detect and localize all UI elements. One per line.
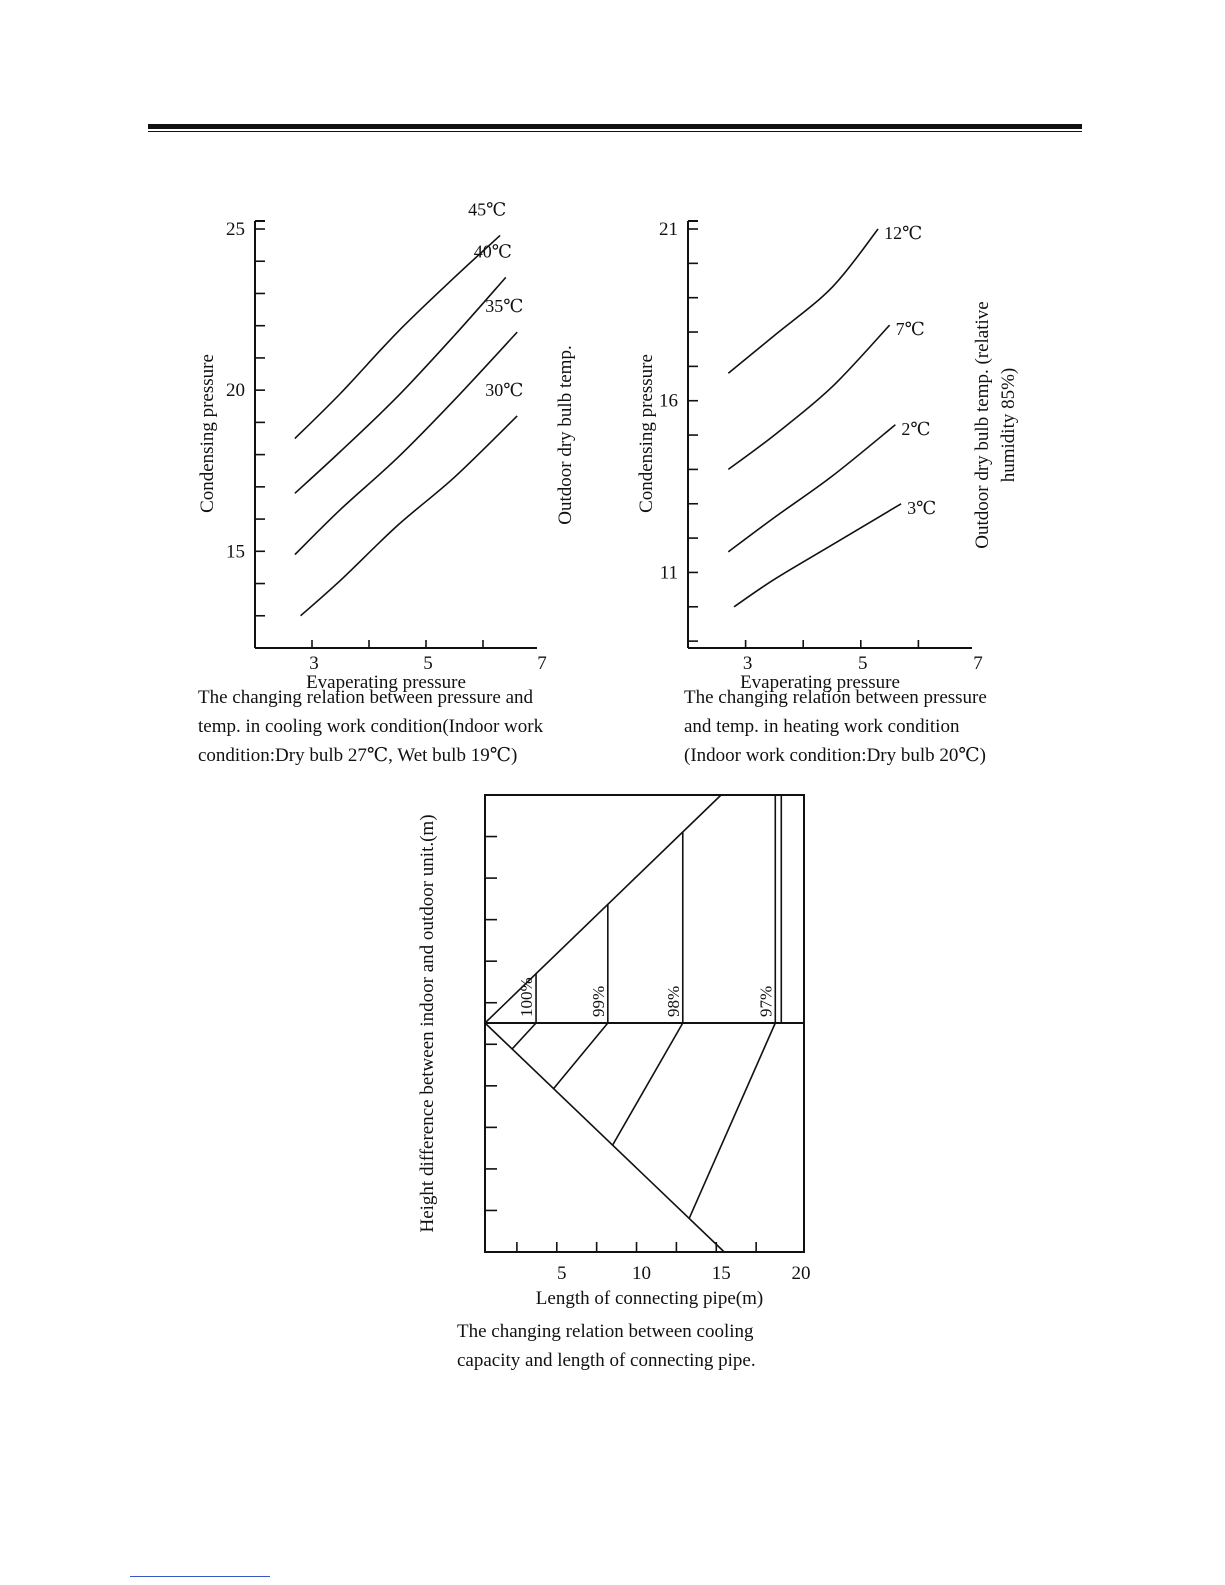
lower-envelope	[485, 1023, 724, 1252]
chart2-caption-line: (Indoor work condition:Dry bulb 20℃)	[684, 745, 986, 766]
chart3-ticks	[485, 837, 811, 1284]
series-label: 30℃	[485, 379, 524, 400]
chart2-caption	[684, 683, 1024, 770]
chart3-labels	[417, 814, 775, 1309]
series-label: 3℃	[907, 497, 937, 518]
chart1-caption-line: The changing relation between pressure and	[198, 687, 534, 708]
legend-title: Outdoor dry bulb temp.	[555, 345, 576, 525]
capacity-boundary-lower	[554, 1023, 608, 1089]
chart3-caption	[457, 1317, 807, 1375]
y-tick-label: 11	[659, 562, 678, 584]
x-tick-label: 7	[537, 653, 547, 674]
x-axis-label: Length of connecting pipe(m)	[535, 1288, 764, 1309]
capacity-label: 100%	[517, 977, 537, 1017]
series-label: 35℃	[485, 296, 524, 317]
chart3-caption-line: capacity and length of connecting pipe.	[457, 1350, 756, 1371]
chart2-caption-line: The changing relation between pressure	[684, 687, 987, 708]
x-tick-label: 5	[858, 653, 868, 674]
y-tick-label: 16	[659, 390, 678, 412]
y-tick-label: 15	[226, 541, 245, 563]
x-tick-label: 20	[791, 1263, 811, 1284]
x-axis-label: Evaperating pressure	[740, 672, 900, 693]
legend-title: Outdoor dry bulb temp. (relative	[972, 301, 993, 549]
y-axis-label: Height difference between indoor and outdoor unit.(m)	[417, 814, 438, 1233]
chart1-caption-line: condition:Dry bulb 27℃, Wet bulb 19℃)	[198, 745, 518, 766]
x-tick-label: 3	[742, 653, 753, 674]
chart1-caption-line: temp. in cooling work condition(Indoor work	[198, 716, 544, 737]
series-label: 40℃	[473, 241, 512, 262]
y-tick-label: 25	[226, 219, 245, 240]
capacity-label: 97%	[756, 985, 776, 1017]
capacity-label: 98%	[663, 985, 683, 1017]
footer-link-underline	[130, 1576, 270, 1577]
capacity-boundary-lower	[613, 1023, 683, 1145]
capacity-label: 99%	[588, 985, 608, 1017]
capacity-boundary-lower	[512, 1023, 536, 1049]
series-label: 12℃	[884, 223, 923, 243]
y-tick-label: 20	[226, 380, 245, 402]
x-tick-label: 5	[423, 653, 433, 674]
capacity-boundary-lower	[689, 1023, 775, 1218]
x-tick-label: 7	[973, 653, 983, 674]
x-axis-label: Evaperating pressure	[306, 672, 466, 693]
x-tick-label: 10	[632, 1263, 651, 1284]
series-label: 45℃	[468, 199, 507, 220]
y-axis-label: Condensing pressure	[197, 354, 218, 513]
legend-title: humidity 85%)	[998, 367, 1019, 483]
chart1-caption	[198, 683, 598, 770]
chart3-caption-line: The changing relation between cooling	[457, 1321, 754, 1342]
x-tick-label: 3	[309, 653, 319, 674]
y-axis-label: Condensing pressure	[636, 354, 657, 513]
chart2-caption-line: and temp. in heating work condition	[684, 716, 960, 737]
x-tick-label: 15	[711, 1263, 731, 1284]
series-label: 7℃	[895, 319, 925, 340]
y-tick-label: 21	[659, 219, 678, 240]
x-tick-label: 5	[557, 1263, 567, 1284]
chart3-axes	[485, 795, 804, 1252]
series-label: 2℃	[901, 418, 931, 439]
